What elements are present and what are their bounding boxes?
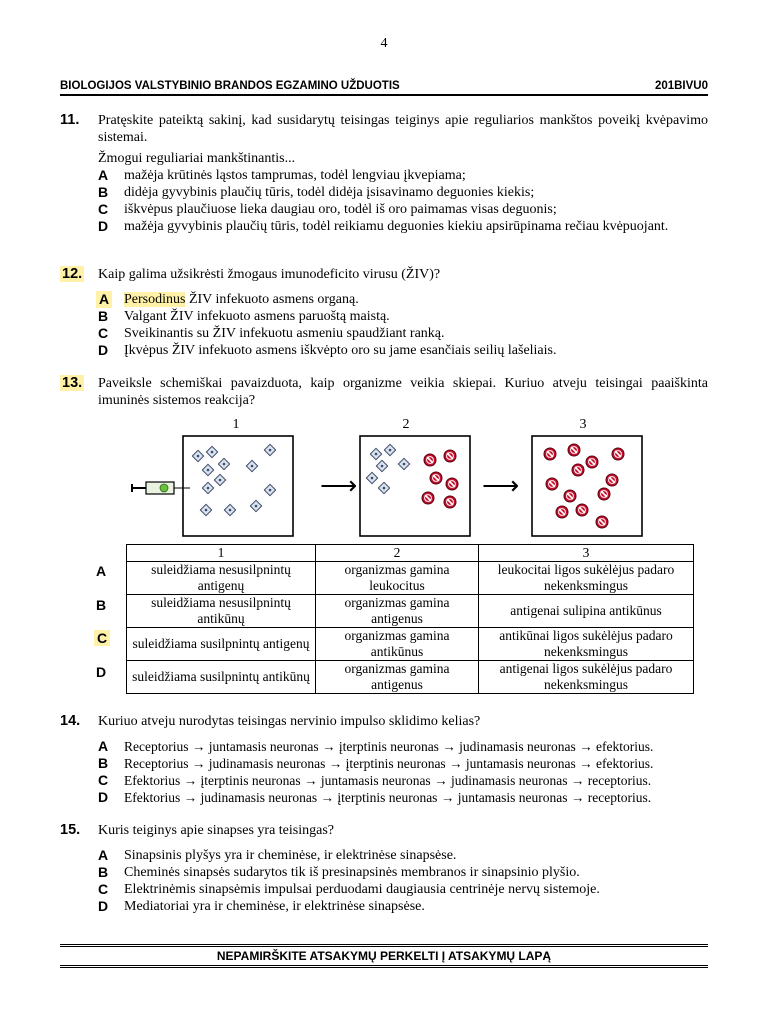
option-a[interactable]: A mažėja krūtinės ląstos tamprumas, todėl lengviau įkvepiama;: [98, 167, 466, 183]
question-15: [60, 822, 708, 915]
option-b[interactable]: B Receptorius → judinamasis neuronas → įterptinis neuronas → juntamasis neuronas → efektorius.: [98, 755, 654, 771]
question-11: [60, 112, 708, 235]
question-14: [60, 713, 708, 806]
table-row[interactable]: [127, 628, 694, 661]
arrow-1: ⟶: [320, 471, 358, 500]
vaccine-diagram: [120, 414, 720, 540]
question-text: Paveiksle schemiškai pavaizduota, kaip organizme veikia skiepai. Kuriuo atveju teisingai paaiškinta imuninės sistemos reakcija?: [98, 376, 708, 408]
question-13: [60, 375, 708, 409]
panel-label-1: 1: [232, 417, 240, 432]
footer-reminder: NEPAMIRŠKITE ATSAKYMŲ PERKELTI Į ATSAKYMŲ LAPĄ: [60, 944, 708, 968]
question-number: 11.: [60, 112, 80, 128]
exam-header: [60, 80, 708, 96]
panel-label-3: 3: [579, 417, 587, 432]
answer-table: [126, 544, 694, 694]
table-cell: organizmas gamina antikūnus: [316, 628, 479, 661]
option-b[interactable]: B didėja gyvybinis plaučių tūris, todėl didėja įsisavinamo deguonies kiekis;: [98, 184, 535, 200]
table-row[interactable]: [127, 661, 694, 694]
panel-label-2: 2: [402, 417, 410, 432]
table-cell: leukocitai ligos sukėlėjus padaro nekenksmingus: [479, 562, 694, 595]
table-cell: suleidžiama nesusilpnintų antikūnų: [127, 595, 316, 628]
option-c[interactable]: C Efektorius → įterptinis neuronas → juntamasis neuronas → judinamasis neuronas → receptorius.: [98, 772, 652, 788]
exam-title: BIOLOGIJOS VALSTYBINIO BRANDOS EGZAMINO UŽDUOTIS: [60, 80, 400, 92]
table-cell: suleidžiama nesusilpnintų antigenų: [127, 562, 316, 595]
row-label-a: A: [96, 563, 107, 579]
question-text: Kuris teiginys apie sinapses yra teisingas?: [98, 823, 335, 838]
panel-1: [183, 436, 293, 536]
question-text: Pratęskite pateiktą sakinį, kad susidarytų teisingas teiginys apie reguliarios mankštos poveikį kvėpavimo sistemai.: [98, 113, 708, 145]
question-text: Kuriuo atveju nurodytas teisingas nervinio impulso sklidimo kelias?: [98, 714, 481, 729]
question-stem: Žmogui reguliariai mankštinantis...: [98, 151, 296, 166]
table-cell: suleidžiama susilpnintų antikūnų: [127, 661, 316, 694]
option-a[interactable]: A Persodinus ŽIV infekuoto asmens organą.: [60, 291, 708, 308]
option-a[interactable]: A Sinapsinis plyšys yra ir cheminėse, ir elektrinėse sinapsėse.: [98, 847, 457, 863]
question-number: 14.: [60, 713, 81, 729]
option-d[interactable]: D Įkvėpus ŽIV infekuoto asmens iškvėpto oro su jame esančiais seilių lašeliais.: [98, 342, 557, 358]
option-d[interactable]: D mažėja gyvybinis plaučių tūris, todėl reikiamu deguonies kiekiu apsirūpinama rečiau kvėpuojant.: [98, 218, 669, 234]
arrow-2: ⟶: [482, 471, 520, 500]
question-12: [60, 266, 708, 359]
syringe-icon: [132, 482, 190, 494]
table-row[interactable]: [127, 562, 694, 595]
table-cell: organizmas gamina antigenus: [316, 595, 479, 628]
option-b[interactable]: B Valgant ŽIV infekuoto asmens paruoštą maistą.: [98, 308, 390, 324]
option-d[interactable]: D Efektorius → judinamasis neuronas → įterptinis neuronas → juntamasis neuronas → receptorius.: [98, 789, 652, 805]
option-c[interactable]: C Elektrinėmis sinapsėmis impulsai perduodami daugiausia centrinėje nervų sistemoje.: [98, 881, 600, 897]
page-number: 4: [380, 36, 388, 51]
table-row[interactable]: [127, 595, 694, 628]
option-c[interactable]: C iškvėpus plaučiuose lieka daugiau oro, todėl iš oro paimamas visas deguonis;: [98, 201, 557, 217]
row-label-b: B: [96, 597, 107, 613]
row-label-c: C: [94, 630, 110, 646]
highlighted-word: Persodinus: [124, 292, 186, 307]
option-c[interactable]: C Sveikinantis su ŽIV infekuotu asmeniu spaudžiant ranką.: [98, 325, 445, 341]
option-a[interactable]: A Receptorius → juntamasis neuronas → įterptinis neuronas → judinamasis neuronas → efektorius.: [98, 738, 654, 754]
option-b[interactable]: B Cheminės sinapsės sudarytos tik iš presinapsinės membranos ir sinapsinio plyšio.: [98, 864, 580, 880]
table-header-cell: 2: [316, 545, 479, 562]
exam-code: 201BIVU0: [654, 80, 708, 92]
table-header-row: [127, 545, 694, 562]
table-cell: suleidžiama susilpnintų antigenų: [127, 628, 316, 661]
table-cell: organizmas gamina antigenus: [316, 661, 479, 694]
question-number: 15.: [60, 822, 81, 838]
table-header-cell: 3: [479, 545, 694, 562]
table-header-cell: 1: [127, 545, 316, 562]
row-label-d: D: [96, 664, 107, 680]
question-number: 13.: [62, 375, 83, 391]
question-text: Kaip galima užsikrėsti žmogaus imunodeficito virusu (ŽIV)?: [98, 267, 441, 282]
table-cell: antikūnai ligos sukėlėjus padaro nekenksmingus: [479, 628, 694, 661]
table-cell: antigenai ligos sukėlėjus padaro nekenksmingus: [479, 661, 694, 694]
option-d[interactable]: D Mediatoriai yra ir cheminėse, ir elektrinėse sinapsėse.: [98, 898, 425, 914]
question-number: 12.: [62, 266, 83, 282]
table-cell: antigenai sulipina antikūnus: [479, 595, 694, 628]
table-cell: organizmas gamina leukocitus: [316, 562, 479, 595]
